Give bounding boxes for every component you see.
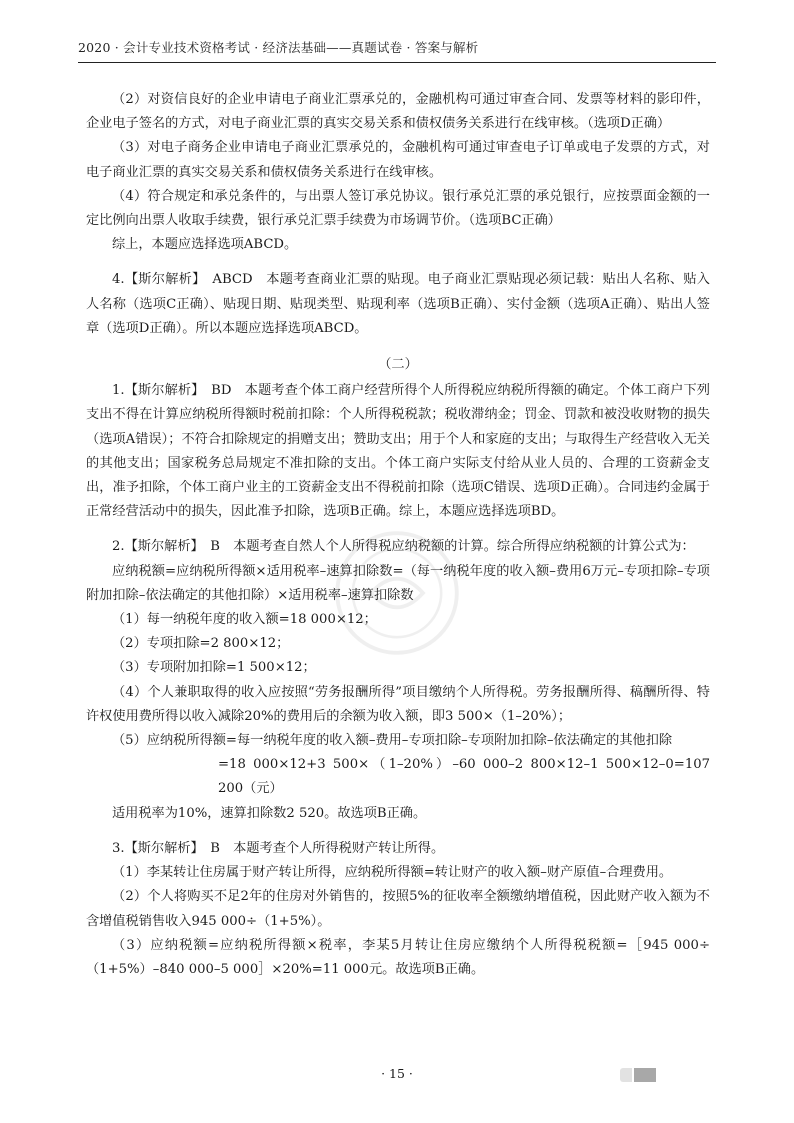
formula-paragraph: 应纳税额=应纳税所得额×适用税率–速算扣除数=（每一纳税年度的收入额–费用6万元–专项扣除–专项附加扣除–依法确定的其他扣除）×适用税率–速算扣除数 [86, 563, 710, 603]
paragraph: 适用税率为10%，速算扣除数2 520。故选项B正确。 [112, 805, 427, 821]
page-number: · 15 · [381, 1066, 413, 1081]
header-divider [78, 62, 716, 63]
paragraph: （4）个人兼职取得的收入应按照“劳务报酬所得”项目缴纳个人所得税。劳务报酬所得、稿酬所得、特许权使用费所得以收入减除20%的费用后的余额为收入额，即3 500×（1–20%）； [86, 684, 710, 724]
paragraph: （1）李某转让住房属于财产转让所得，应纳税所得额=转让财产的收入额–财产原值–合理费用。 [112, 865, 673, 881]
paragraph: （3）应纳税额=应纳税所得额×税率，李某5月转让住房应缴纳个人所得税税额=［945 000÷（1+5%）–840 000–5 000］×20%=11 000元。故选项B正确。 [86, 937, 710, 977]
question-2-explanation: 2.【斯尔解析】 B 本题考查自然人个人所得税应纳税额的计算。综合所得应纳税额的计算公式为： [112, 539, 695, 555]
paragraph: （2）个人将购买不足2年的住房对外销售的，按照5%的征收率全额缴纳增值税，因此财产收入额为不含增值税销售收入945 000÷（1+5%）。 [86, 889, 710, 929]
question-1-explanation: 1.【斯尔解析】 BD 本题考查个体工商户经营所得个人所得税应纳税所得额的确定。个体工商户下列支出不得在计算应纳税所得额时税前扣除：个人所得税税款；税收滞纳金；罚金、罚款和被没收财物的损失（选项A错误）；不符合扣除规定的捐赠支出；赞助支出；用于个人和家庭的支出；与取得生产经营收入无关的其他支出；国家税务总局规定不准扣除的支出。个体工商户实际支付给从业人员的、合理的工资薪金支出，准予扣除，个体工商户业主的工资薪金支出不得税前扣除（选项C错误、选项D正确）。合同违约金属于正常经营活动中的损失，因此准予扣除，选项B正确。综上，本题应选择选项BD。 [86, 383, 710, 520]
paragraph: （5）应纳税所得额=每一纳税年度的收入额–费用–专项扣除–专项附加扣除–依法确定的其他扣除 [112, 733, 673, 749]
paragraph: （3）专项附加扣除=1 500×12； [112, 660, 316, 676]
section-heading: （二） [378, 357, 418, 373]
page-edge-tab [620, 1068, 656, 1082]
question-4-explanation: 4.【斯尔解析】 ABCD 本题考查商业汇票的贴现。电子商业汇票贴现必须记载：贴出人名称、贴入人名称（选项C正确）、贴现日期、贴现类型、贴现利率（选项B正确）、实付金额（选项A正确）、贴出人签章（选项D正确）。所以本题应选择选项ABCD。 [86, 272, 710, 336]
paragraph: （2）对资信良好的企业申请电子商业汇票承兑的，金融机构可通过审查合同、发票等材料的影印件，企业电子签名的方式，对电子商业汇票的真实交易关系和债权债务关系进行在线审核。（选项D正确） [86, 92, 710, 132]
paragraph: （4）符合规定和承兑条件的，与出票人签订承兑协议。银行承兑汇票的承兑银行，应按票面金额的一定比例向出票人收取手续费，银行承兑汇票手续费为市场调节价。（选项BC正确） [86, 188, 710, 229]
question-3-explanation: 3.【斯尔解析】 B 本题考查个人所得税财产转让所得。 [112, 840, 445, 856]
formula-line: =18 000×12+3 500×（1–20%）–60 000–2 800×12–1 500×12–0=107 200（元） [218, 757, 710, 797]
paragraph: （1）每一纳税年度的收入额=18 000×12； [112, 612, 377, 628]
answer-content [86, 88, 710, 982]
page-header: 2020 · 会计专业技术资格考试 · 经济法基础——真题试卷 · 答案与解析 [78, 40, 479, 55]
paragraph: 综上，本题应选择选项ABCD。 [112, 237, 298, 253]
paragraph: （3）对电子商务企业申请电子商业汇票承兑的，金融机构可通过审查电子订单或电子发票的方式，对电子商业汇票的真实交易关系和债权债务关系进行在线审核。 [86, 140, 710, 180]
paragraph: （2）专项扣除=2 800×12； [112, 636, 290, 652]
